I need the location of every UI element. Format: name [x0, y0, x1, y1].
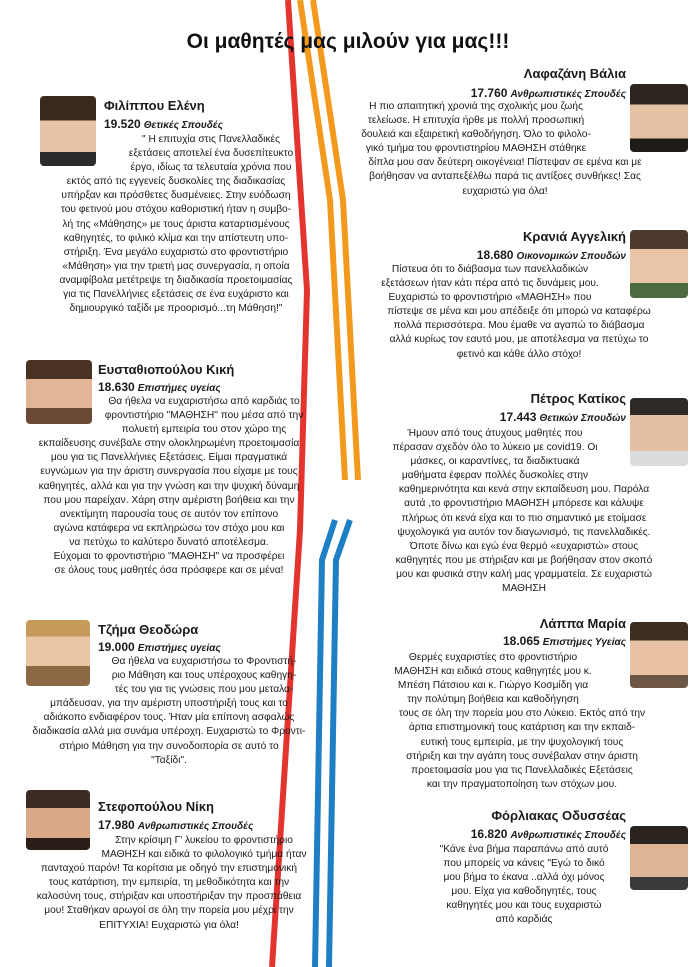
text-line: σε όλους τους μαθητές όσα πρόσφερε και σε μένα!	[54, 565, 284, 577]
text-line: λή της «Μάθησης» με τους άριστα καταρτισμένους	[62, 218, 290, 230]
text-line: που μου παρείχαν. Χάρη στην αμέριστη βοήθεια και την	[43, 494, 295, 506]
text-line: εκπαίδευσης συνέβαλε στην ολοκληρωμένη προετοιμασία	[38, 438, 300, 450]
text-line: φροντιστήριο "ΜΑΘΗΣΗ" που μέσα από την	[104, 410, 304, 422]
testimonial-text	[354, 263, 684, 362]
student-name: Τζήμα Θεοδώρα	[98, 622, 199, 637]
text-line: μάσκες, οι καραντίνες, τα διαδικτυακά	[410, 456, 580, 468]
text-line: Όποτε δίνω και εγώ ένα θερμό «ευχαριστώ» στους	[409, 540, 639, 552]
text-line: εκτός από τις εγγενείς δυσκολίες της διαδικασίας	[66, 176, 286, 188]
text-line: " Η επιτυχία στις Πανελλαδικές	[142, 134, 280, 145]
testimonial-text	[24, 834, 314, 933]
text-line: αλλά κυρίως τον εαυτό μου, με αποτέλεσμα να πετύχω το	[389, 334, 649, 346]
score-value: 18.680	[476, 248, 514, 262]
text-line: καθηγητές μου και τους ευχαριστώ	[446, 900, 602, 912]
text-line: καθηγητές που με στήριξαν και με βοήθησαν στον σκοπό	[395, 554, 653, 566]
text-line: πολυετή εμπειρία του στον χώρο της	[121, 424, 287, 436]
text-line: καλοσύνη τους, στήριξαν και υποστήριξαν την προσπάθεια	[36, 891, 302, 903]
text-line: ευγνώμων για την άριστη συνεργασία που είχαμε με τους	[40, 466, 298, 478]
text-line: ευτική τους εμπειρία, με την ψυχολογική τους	[420, 736, 624, 748]
student-score	[98, 818, 253, 832]
text-line: για τις Πανελλήνιες εξετάσεις σε ένα ευχάριστο και	[63, 289, 289, 301]
text-line: από καρδιάς	[495, 914, 553, 926]
text-line: Στην κρίσιμη Γ' λυκείου το φροντιστήριο	[115, 835, 293, 846]
student-score	[104, 117, 223, 131]
testimonial-text	[418, 843, 630, 928]
text-line: πολλά περισσότερα. Μου έμαθε να αγαπώ το διάβασμα	[393, 320, 645, 332]
text-line: γικό τμήμα του φροντιστηρίου ΜΑΘΗΣΗ στάθηκε	[365, 143, 587, 155]
text-line: αγώνα κατάφερα να εκπληρώσω τον στόχο μου και	[53, 522, 285, 534]
text-line: που μπορείς να κάνεις "Εγώ το δικό	[443, 858, 605, 870]
score-value: 19.000	[98, 640, 135, 654]
score-value: 17.443	[499, 410, 537, 424]
score-value: 18.065	[502, 634, 540, 648]
student-name: Κρανιά Αγγελική	[523, 229, 626, 244]
text-line: Θα ήθελα να ευχαριστήσω το Φροντιστή-	[111, 656, 297, 667]
student-score	[98, 640, 221, 654]
text-line: Ήμουν από τους άτυχους μαθητές που	[407, 428, 583, 439]
text-line: πέρασαν σχεδόν όλο το λύκειο με covid19. Οι	[392, 442, 598, 454]
student-photo	[630, 826, 688, 890]
student-name: Φιλίππου Ελένη	[104, 98, 205, 113]
text-line: να πετύχω το καλύτερο δυνατό αποτέλεσμα.	[69, 536, 269, 548]
score-value: 17.760	[470, 86, 508, 100]
text-line: πανταχού παρόν! Τα κορίτσια με οδηγό την επιστημονική	[40, 863, 298, 875]
text-line: πλήρως ότι κενά είχα και το πιο σημαντικό με ετοίμασε	[401, 512, 647, 524]
text-line: στήριο Μάθηση για την συνοδοιπορία σε αυτό το	[59, 740, 279, 752]
student-name: Λαφαζάνη Βάλια	[523, 66, 626, 81]
text-line: βοήθησαν να ανταπεξέλθω παρά τις αντίξοες συνθήκες! Σας	[369, 171, 641, 183]
score-value: 19.520	[104, 117, 141, 131]
text-line: του φετινού μου στόχου καθοριστική ήταν η συμβο-	[60, 204, 292, 216]
text-line: εξετάσεις αποτελεί ένα δυσεπίτευκτο	[128, 148, 294, 160]
text-line: ευχαριστώ για όλα!	[462, 185, 548, 197]
text-line: πίστεψε σε μένα και μου απέδειξε ότι μπορώ να καταφέρω	[387, 306, 651, 318]
testimonial-text	[24, 655, 314, 768]
testimonial-text	[360, 651, 684, 792]
student-score	[500, 410, 626, 424]
text-line: αναμφίβολα μετέτρεψε τη διαδικασία προετοιμασίας	[59, 274, 293, 286]
text-line: μου για τις Πανελλήνιες Εξετάσεις. Είμαι πραγματικά	[50, 452, 288, 464]
student-score	[503, 634, 626, 648]
text-line: στήριξη και την αγάπη τους συνέβαλαν στην άριστη	[406, 750, 638, 762]
testimonial-text	[330, 100, 680, 199]
student-name: Στεφοπούλου Νίκη	[98, 799, 214, 814]
text-line: αδιάκοπο ενδιαφέρον τους. Ήταν μία επίπονη ασφαλώς	[43, 712, 295, 724]
student-name: Ευσταθιοπούλου Κική	[98, 362, 235, 377]
text-line: καθηγητές, το φιλικό κλίμα και την απίστευτη υπο-	[63, 232, 289, 244]
text-line: "Κάνε ένα βήμα παραπάνω από αυτό	[439, 844, 609, 855]
text-line: την πολύτιμη βοήθεια και καθοδήγηση	[407, 694, 579, 706]
text-line: Ευχαριστώ το φροντιστήριο «ΜΑΘΗΣΗ» που	[388, 292, 592, 304]
student-score	[98, 380, 221, 394]
text-line: διαδικασία αλλά μια συνάμα υπέροχη. Ευχαριστώ το Φροντι-	[32, 726, 306, 738]
text-line: τελείωσε. Η επιτυχία ήρθε με πολλή προσωπική	[367, 115, 585, 127]
text-line: τους σε όλη την πορεία μου στο Λύκειο. Εκτός από την	[398, 708, 646, 720]
text-line: ΜΑΘΗΣΗ	[501, 583, 546, 595]
text-line: Θερμές ευχαριστίες στο φροντιστήριο	[408, 652, 578, 663]
text-line: τους κατάρτιση, την εμπειρία, τη μεθοδικότητα και την	[48, 877, 290, 889]
text-line: τές του για τις γνώσεις που μου μεταλα-	[114, 684, 294, 696]
text-line: και την πραγματοποίηση των στόχων μου.	[426, 778, 618, 790]
student-score	[471, 86, 626, 100]
student-score	[471, 827, 626, 841]
text-line: άρτια επιστημονική τους κατάρτιση και την εκπαιδ-	[408, 722, 636, 734]
text-line: φετινό και κάθε άλλο στόχο!	[456, 348, 582, 360]
text-line: μπάδευσαν, για την αμέριστη υποστήριξή τους και το	[50, 698, 288, 710]
text-line: καθημερινότητα και κενά στην εκπαίδευση μου. Παρόλα	[398, 484, 650, 496]
score-value: 16.820	[470, 827, 508, 841]
text-line: δίπλα μου σαν δεύτερη οικογένεια! Πίστεψαν σε εμένα και με	[368, 157, 642, 169]
study-field: Ανθρωπιστικές Σπουδές	[137, 821, 254, 832]
study-field: Επιστήμες υγείας	[137, 383, 221, 394]
text-line: δουλειά και εξαιρετική καθοδήγηση. Όλο το φιλολο-	[361, 129, 591, 141]
study-field: Θετικές Σπουδές	[143, 120, 223, 131]
text-line: ριο Μάθηση και τους υπέροχους καθηγη-	[111, 670, 297, 682]
blue-stripe-2	[329, 520, 350, 967]
score-value: 17.980	[98, 818, 135, 832]
study-field: Επιστήμες υγείας	[137, 643, 221, 654]
study-field: Ανθρωπιστικές Σπουδές	[510, 830, 626, 841]
text-line: ψυχολογικά για αυτόν τον διαγωνισμό, τις πανελλαδικές.	[397, 526, 651, 538]
text-line: ΜΑΘΗΣΗ και ειδικά στους καθηγητές μου κ.	[394, 666, 592, 678]
text-line: δημιουργικό ταξίδι με προορισμό...τη Μάθηση!"	[69, 303, 283, 315]
text-line: αυτά ,το φροντιστήριο ΜΑΘΗΣΗ μπόρεσε και κάλυψε	[404, 498, 644, 510]
study-field: Οικονομικών Σπουδών	[516, 251, 626, 262]
text-line: Η πιο απαιτητική χρονιά της σχολικής μου ζωής	[369, 101, 583, 112]
text-line: ΜΑΘΗΣΗ και ειδικά το φιλολογικό τμήμα ήταν	[101, 849, 307, 861]
text-line: μου! Σταθήκαν αρωγοί σε όλη την πορεία μου μέχρι την	[44, 905, 294, 917]
text-line: στήριξη. Ένα μεγάλο ευχαριστώ στο φροντιστήριο	[63, 246, 289, 258]
text-line: «Μάθηση» για την τριετή μας συνεργασία, η οποία	[62, 260, 290, 272]
student-score	[477, 248, 626, 262]
text-line: υπήρξαν και πρόσθετες δυσμένειες. Στην ευόδωση	[61, 190, 291, 202]
text-line: Πίστευα ότι το διάβασμα των πανελλαδικών	[391, 264, 589, 275]
text-line: Θα ήθελα να ευχαριστήσω από καρδιάς το	[108, 396, 300, 407]
testimonial-text	[24, 395, 314, 578]
page-title: Οι μαθητές μας μιλούν για μας!!!	[186, 30, 510, 53]
study-field: Επιστήμες Υγείας	[542, 637, 626, 648]
text-line: Μπέση Πάτσιου και κ. Γιώργο Κοσμίδη για	[397, 680, 589, 692]
study-field: Ανθρωπιστικές Σπουδές	[510, 89, 626, 100]
text-line: ανεκτίμητη παρουσία τους σε αυτόν τον επίπονο	[59, 508, 279, 520]
student-name: Φόρλιακας Οδυσσέας	[491, 808, 626, 823]
text-line: Εύχομαι το φροντιστήριο "ΜΑΘΗΣΗ" να προσφέρει	[53, 551, 285, 563]
testimonial-text	[34, 133, 318, 316]
testimonial-text	[364, 427, 684, 596]
text-line: προετοιμασία μου για τις Πανελλαδικές Εξετάσεις	[411, 764, 633, 776]
student-name: Λάππα Μαρία	[539, 616, 626, 631]
text-line: "Ταξίδι".	[151, 754, 187, 766]
study-field: Θετικών Σπουδών	[539, 413, 626, 424]
student-name: Πέτρος Κατίκος	[530, 391, 626, 406]
orange-stripe-2	[313, 0, 358, 480]
text-line: μου. Είχα για καθοδηγητές, τους	[451, 886, 597, 898]
text-line: μαθήματα έφεραν πολλές δυσκολίες στην	[401, 470, 589, 482]
text-line: μου βήμα το έκανα ..αλλά όχι μόνος	[443, 872, 605, 884]
text-line: εξετάσεων ήταν κάτι πέρα από τις δυνάμεις μου.	[381, 278, 599, 290]
score-value: 18.630	[98, 380, 135, 394]
text-line: έργο, ιδίως τα τελευταία χρόνια που	[130, 162, 292, 174]
text-line: μου και φυσικά στην καλή μας γραμματεία. Σε ευχαριστώ	[396, 568, 652, 580]
text-line: ΕΠΙΤΥΧΙΑ! Ευχαριστώ για όλα!	[99, 919, 239, 931]
text-line: καθηγητές, αλλά και για την γνώση και την ψυχική δύναμη	[38, 480, 300, 492]
